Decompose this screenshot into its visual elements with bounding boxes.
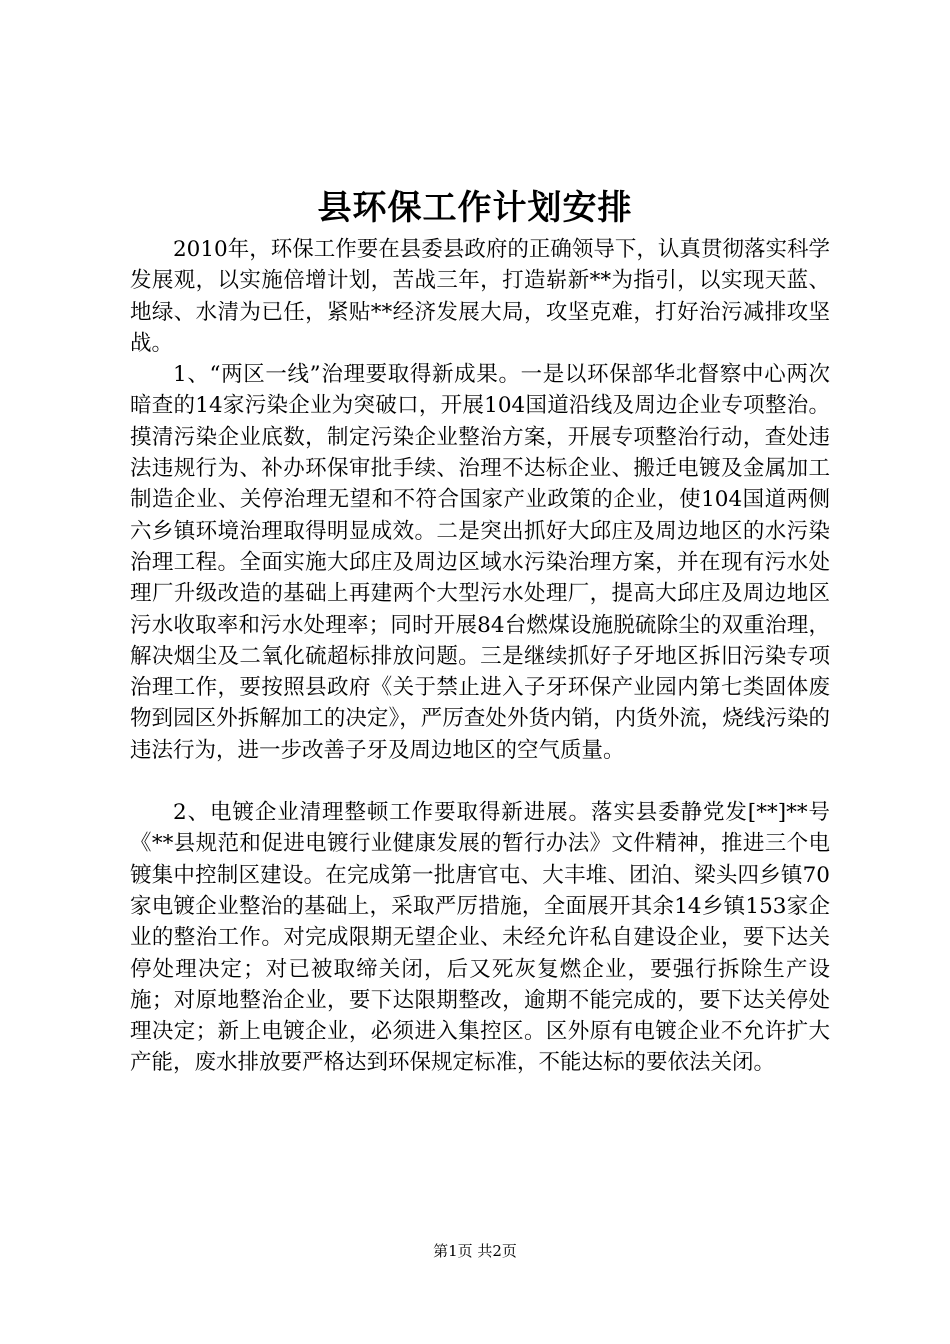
paragraph-item-2: 2、电镀企业清理整顿工作要取得新进展。落实县委静党发[**]**号《**县规范和促进电镀行业健康发展的暂行办法》文件精神，推进三个电镀集中控制区建设。在完成第一批唐官屯、大丰堆、团泊、梁头四乡镇70家电镀企业整治的基础上，采取严厉措施，全面展开其余14乡镇153家企业的整治工作。对完成限期无望企业、未经允许私自建设企业，要下达关停处理决定；对已被取缔关闭，后又死灰复燃企业，要强行拆除生产设施；对原地整治企业，要下达限期整改，逾期不能完成的，要下达关停处理决定；新上电镀企业，必须进入集控区。区外原有电镀企业不允许扩大产能，废水排放要严格达到环保规定标准，不能达标的要依法关闭。 (130, 800, 830, 1076)
document-body (130, 234, 830, 1079)
paragraph-item-1: 1、“两区一线”治理要取得新成果。一是以环保部华北督察中心两次暗查的14家污染企业为突破口，开展104国道沿线及周边企业专项整治。摸清污染企业底数，制定污染企业整治方案，开展专项整治行动，查处违法违规行为、补办环保审批手续、治理不达标企业、搬迁电镀及金属加工制造企业、关停治理无望和不符合国家产业政策的企业，使104国道两侧六乡镇环境治理取得明显成效。二是突出抓好大邱庄及周边地区的水污染治理工程。全面实施大邱庄及周边区域水污染治理方案，并在现有污水处理厂升级改造的基础上再建两个大型污水处理厂，提高大邱庄及周边地区污水收取率和污水处理率；同时开展84台燃煤设施脱硫除尘的双重治理，解决烟尘及二氧化硫超标排放问题。三是继续抓好子牙地区拆旧污染专项治理工作，要按照县政府《关于禁止进入子牙环保产业园内第七类固体废物到园区外拆解加工的决定》，严厉查处外货内销，内货外流，烧线污染的违法行为，进一步改善子牙及周边地区的空气质量。 (130, 362, 830, 763)
page-footer: 第1页 共2页 (433, 1242, 517, 1260)
paragraph-intro: 2010年，环保工作要在县委县政府的正确领导下，认真贯彻落实科学发展观，以实施倍增计划，苦战三年，打造崭新**为指引，以实现天蓝、地绿、水清为已任，紧贴**经济发展大局，攻坚克难，打好治污减排攻坚战。 (130, 237, 830, 356)
document-title: 县环保工作计划安排 (317, 188, 633, 228)
